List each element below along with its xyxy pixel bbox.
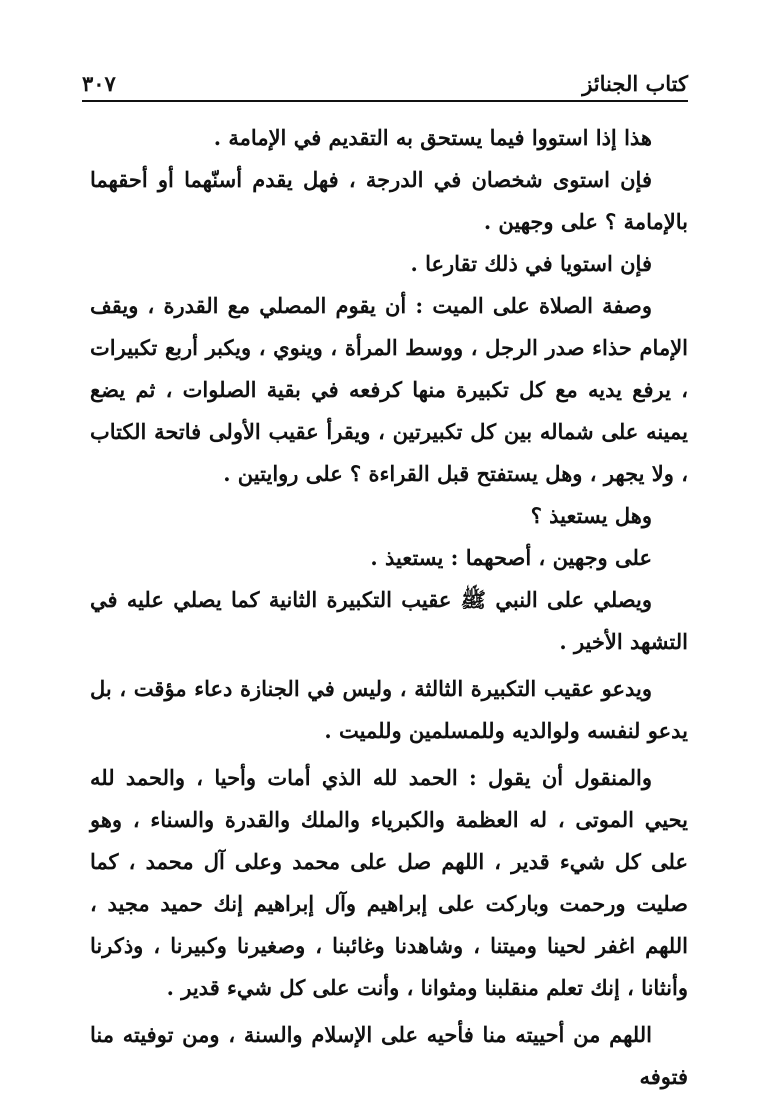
paragraph: اللهم من أحييته منا فأحيه على الإسلام والسنة ، ومن توفيته منا فتوفه xyxy=(90,1022,688,1089)
body-text xyxy=(90,117,688,1098)
paragraph: ويدعو عقيب التكبيرة الثالثة ، وليس في الجنازة دعاء مؤقت ، بل يدعو لنفسه ولوالديه وللمسلمين وللميت . xyxy=(90,676,688,743)
page-number: ٣٠٧ xyxy=(82,71,116,96)
paragraph: ويصلي على النبي ﷺ عقيب التكبيرة الثانية كما يصلي عليه في التشهد الأخير . xyxy=(90,587,688,654)
paragraph: فإن استويا في ذلك تقارعا . xyxy=(410,251,652,276)
paragraph: والمنقول أن يقول : الحمد لله الذي أمات وأحيا ، والحمد لله يحيي الموتى ، له العظمة والكبرياء والملك والقدرة والسناء ، وهو على كل شيء قدير ، اللهم صل على محمد وعلى آل محمد ، كما صليت ورحمت وباركت على إبراهيم وآل إبراهيم إنك حميد مجيد ، اللهم اغفر لحينا وميتنا ، وشاهدنا وغائبنا ، وصغيرنا وكبيرنا ، وذكرنا وأنثانا ، إنك تعلم منقلبنا ومثوانا ، وأنت على كل شيء قدير . xyxy=(90,765,688,1000)
paragraph: فإن استوى شخصان في الدرجة ، فهل يقدم أسنّهما أو أحقهما بالإمامة ؟ على وجهين . xyxy=(90,167,688,234)
paragraph: وصفة الصلاة على الميت : أن يقوم المصلي مع القدرة ، ويقف الإمام حذاء صدر الرجل ، ووسط المرأة ، وينوي ، ويكبر أربع تكبيرات ، يرفع يديه مع كل تكبيرة منها كرفعه في بقية الصلوات ، ثم يضع يمينه على شماله بين كل تكبيرتين ، ويقرأ عقيب الأولى فاتحة الكتاب ، ولا يجهر ، وهل يستفتح قبل القراءة ؟ على روايتين . xyxy=(90,293,688,486)
header-rule xyxy=(82,100,688,102)
paragraph: وهل يستعيذ ؟ xyxy=(530,503,652,528)
paragraph: هذا إذا استووا فيما يستحق به التقديم في الإمامة . xyxy=(213,125,652,150)
paragraph: على وجهين ، أصحهما : يستعيذ . xyxy=(370,545,652,570)
running-title: كتاب الجنائز xyxy=(582,71,688,96)
page-header xyxy=(82,62,688,96)
